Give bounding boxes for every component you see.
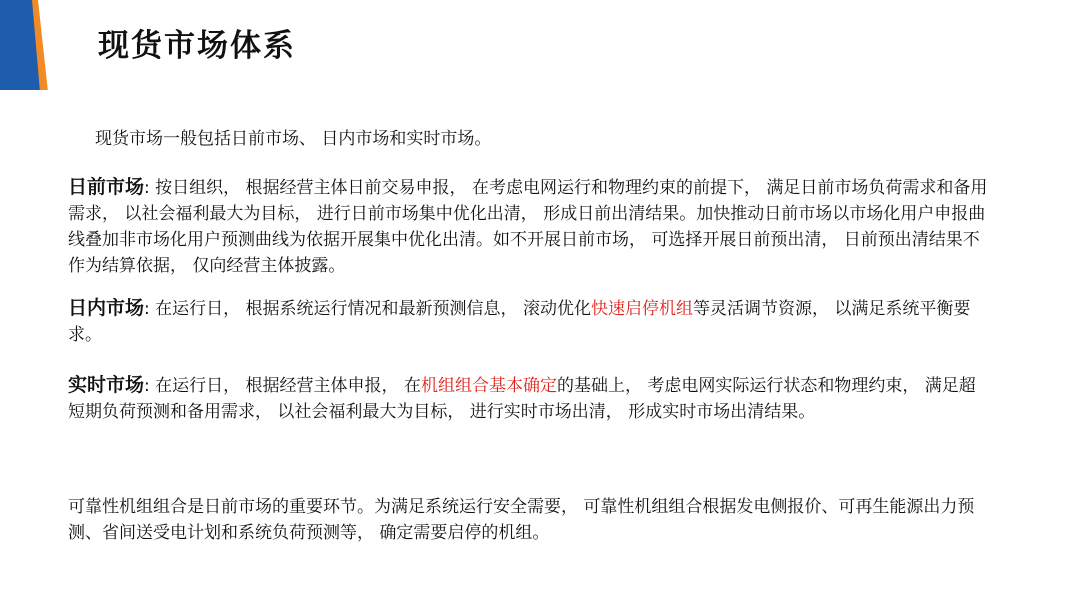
section-term: 实时市场: [68, 374, 145, 396]
highlighted-term: 快速启停机组: [590, 299, 693, 319]
section-separator: :: [144, 376, 156, 396]
intro-paragraph: 现货市场一般包括日前市场、 日内市场和实时市场。: [95, 129, 492, 149]
section-body: 按日组织， 根据经营主体日前交易申报， 在考虑电网运行和物理约束的前提下， 满足日前市场负荷需求和备用需求， 以社会福利最大为目标， 进行日前市场集中优化出清， 形成日前出清结果。加快推动日前市场以市场化用户申报曲线叠加非市场化用户预测曲线为依据开展集中优化出清。如不开展日前市场， 可选择开展日前预出清， 日前预出清结果不作为结算依据， 仅向经营主体披露。: [68, 178, 988, 276]
page-title: 现货市场体系: [98, 28, 296, 64]
section-body: 在运行日， 根据经营主体申报， 在: [155, 376, 421, 396]
section-real-time: [68, 372, 988, 425]
corner-accent-shape: [0, 0, 60, 90]
section-body: 在运行日， 根据系统运行情况和最新预测信息， 滚动优化: [155, 299, 591, 319]
section-term: 日前市场: [68, 176, 145, 198]
section-body-continued: 的基础上， 考虑电网实际运行状态和物理约束， 满足超短期负荷预测和备用需求， 以社会福利最大为目标， 进行实时市场出清， 形成实时市场出清结果。: [68, 376, 976, 422]
header-band: [0, 0, 1080, 90]
highlighted-term: 机组组合基本确定: [420, 376, 557, 396]
section-term: 日内市场: [68, 297, 145, 319]
closing-paragraph: 可靠性机组组合是日前市场的重要环节。为满足系统运行安全需要， 可靠性机组组合根据发电侧报价、可再生能源出力预测、省间送受电计划和系统负荷预测等， 确定需要启停的机组。: [68, 497, 975, 543]
section-separator: :: [144, 178, 156, 198]
section-body-continued: 等灵活调节资源， 以满足系统平衡要求。: [68, 299, 971, 345]
section-intraday: [68, 295, 988, 348]
section-separator: :: [144, 299, 156, 319]
section-day-ahead: [68, 174, 988, 279]
